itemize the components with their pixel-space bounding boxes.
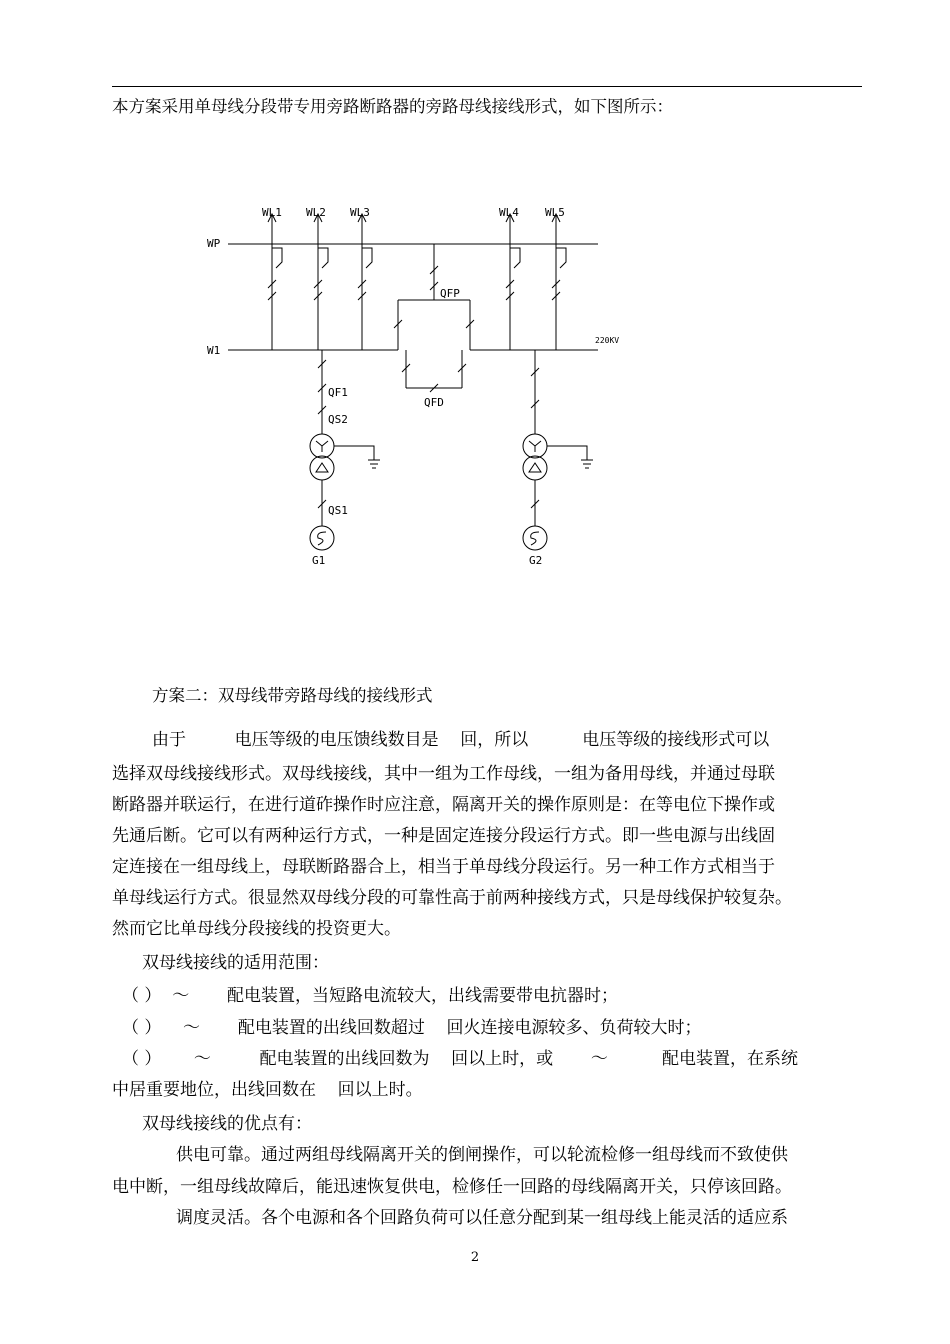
label-w1: W1	[207, 344, 221, 357]
bypass-breaker-qfp	[394, 244, 474, 350]
intro-text: 本方案采用单母线分段带专用旁路断路器的旁路母线接线形式，如下图所示：	[112, 97, 673, 116]
advantage-1: 供电可靠。通过两组母线隔离开关的倒闸操作，可以轮流检修一组母线而不致使供	[176, 1145, 788, 1165]
label-wl3: WL3	[350, 206, 370, 219]
label-wl2: WL2	[306, 206, 326, 219]
generator-branch-g2	[523, 350, 593, 550]
label-qs1: QS1	[328, 504, 348, 517]
feeder-wl1	[268, 214, 282, 350]
section-breaker-qfd	[402, 350, 466, 392]
feeder-wl3	[358, 214, 372, 350]
body-line-2: 选择双母线接线形式。双母线接线，其中一组为工作母线，一组为备用母线，并通过母联	[112, 764, 775, 784]
label-qs2: QS2	[328, 413, 348, 426]
label-qf1: QF1	[328, 386, 348, 399]
label-wl1: WL1	[262, 206, 282, 219]
label-qfd: QFD	[424, 396, 444, 409]
label-wp: WP	[207, 237, 221, 250]
scope-item-2: （ ） ～ 配电装置的出线回数超过 回火连接电源较多、负荷较大时；	[122, 1018, 702, 1038]
page-number: 2	[470, 1250, 480, 1265]
scope-item-3-cont: 中居重要地位，出线回数在 回以上时。	[112, 1080, 423, 1100]
body-line-6: 单母线运行方式。很显然双母线分段的可靠性高于前两种接线方式，只是母线保护较复杂。	[112, 888, 792, 908]
advantage-2: 调度灵活。各个电源和各个回路负荷可以任意分配到某一组母线上能灵活的适应系	[176, 1208, 788, 1228]
label-wl4: WL4	[499, 206, 519, 219]
label-g1: G1	[312, 554, 326, 567]
body-line-1: 由于 电压等级的电压馈线数目是 回，所以 电压等级的接线形式可以	[152, 730, 770, 750]
body-line-7: 然而它比单母线分段接线的投资更大。	[112, 919, 401, 939]
label-voltage: 220KV	[595, 336, 620, 345]
scope-item-1: （ ） ～ 配电装置，当短路电流较大，出线需要带电抗器时；	[122, 986, 619, 1006]
scope-heading: 双母线接线的适用范围：	[142, 953, 329, 973]
label-g2: G2	[529, 554, 543, 567]
feeder-wl2	[314, 214, 328, 350]
advantage-1-cont: 电中断，一组母线故障后，能迅速恢复供电，检修任一回路的母线隔离开关，只停该回路。	[112, 1177, 792, 1197]
label-qfp: QFP	[440, 287, 460, 300]
body-line-5: 定连接在一组母线上，母联断路器合上，相当于单母线分段运行。另一种工作方式相当于	[112, 857, 775, 877]
scope-item-3: （ ） ～ 配电装置的出线回数为 回以上时，或 ～ 配电装置，在系统	[122, 1049, 798, 1069]
body-line-3: 断路器并联运行，在进行道砟操作时应注意，隔离开关的操作原则是：在等电位下操作或	[112, 795, 775, 815]
generator-branch-g1	[310, 350, 380, 550]
wiring-diagram	[0, 0, 950, 640]
advantages-heading: 双母线接线的优点有：	[142, 1114, 312, 1134]
feeder-wl4	[506, 214, 520, 350]
label-wl5: WL5	[545, 206, 565, 219]
body-line-4: 先通后断。它可以有两种运行方式，一种是固定连接分段运行方式。即一些电源与出线固	[112, 826, 775, 846]
section-title: 方案二：双母线带旁路母线的接线形式	[152, 686, 433, 705]
feeder-wl5	[552, 214, 566, 350]
